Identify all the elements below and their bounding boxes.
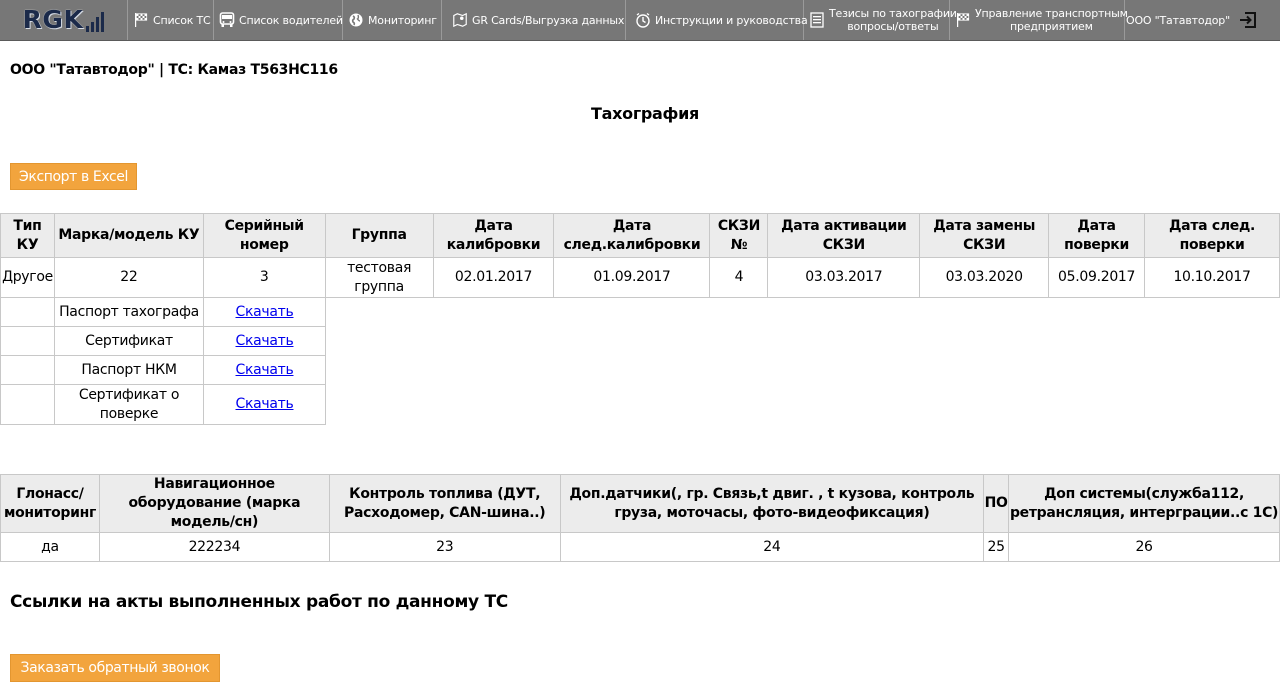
document-row xyxy=(1,327,326,356)
column-header: Навигационное оборудование (марка модель/сн) xyxy=(99,475,329,533)
flag-icon xyxy=(133,12,149,28)
column-header: Дата активации СКЗИ xyxy=(768,214,920,258)
map-pin-icon xyxy=(452,12,468,28)
table-cell: 02.01.2017 xyxy=(433,258,554,298)
company-vehicle-line: ООО "Татавтодор" | ТС: Камаз Т563НС116 xyxy=(10,62,338,78)
table-header-row xyxy=(1,475,1280,533)
document-row xyxy=(1,298,326,327)
table-cell xyxy=(1,298,55,327)
nav-item-label: Список ТС xyxy=(153,13,211,27)
nav-item-label: Список водителей xyxy=(239,13,343,27)
rgk-logo[interactable] xyxy=(0,0,128,40)
nav-item-gr-cards[interactable] xyxy=(442,0,626,40)
document-name: Паспорт тахографа xyxy=(55,298,204,327)
nav-item-label: GR Cards/Выгрузка данных xyxy=(472,13,625,27)
table-cell: 23 xyxy=(329,533,560,562)
download-link[interactable]: Скачать xyxy=(235,332,294,349)
column-header: Доп системы(служба112, ретрансляция, интерграции..с 1С) xyxy=(1009,475,1280,533)
download-link[interactable]: Скачать xyxy=(235,303,294,320)
column-header: Доп.датчики(, гр. Связь,t двиг. , t кузова, контроль груза, моточасы, фото-видеофиксация) xyxy=(560,475,984,533)
signal-bars-icon xyxy=(86,10,104,32)
globe-icon xyxy=(348,12,364,28)
column-header: Дата след.калибровки xyxy=(554,214,710,258)
table-cell: Другое xyxy=(1,258,55,298)
nav-item-vehicles[interactable] xyxy=(128,0,214,40)
table-row xyxy=(1,533,1280,562)
document-icon xyxy=(809,12,825,28)
table-cell: 4 xyxy=(710,258,768,298)
logout-icon[interactable] xyxy=(1238,10,1258,30)
download-link[interactable]: Скачать xyxy=(235,396,294,412)
nav-item-tachograph-faq[interactable] xyxy=(804,0,957,40)
table-cell: 26 xyxy=(1009,533,1280,562)
document-row xyxy=(1,385,326,425)
table-cell: 03.03.2020 xyxy=(920,258,1049,298)
nav-item-label: Мониторинг xyxy=(368,13,437,27)
nav-item-label: Инструкции и руководства xyxy=(655,13,808,27)
column-header: ПО xyxy=(984,475,1009,533)
table-cell xyxy=(204,385,326,425)
download-link[interactable]: Скачать xyxy=(235,361,294,378)
column-header: Тип КУ xyxy=(1,214,55,258)
table-cell: 10.10.2017 xyxy=(1145,258,1280,298)
column-header: Дата калибровки xyxy=(433,214,554,258)
nav-item-monitoring[interactable] xyxy=(343,0,442,40)
column-header: Глонасс/ мониторинг xyxy=(1,475,100,533)
column-header: Дата замены СКЗИ xyxy=(920,214,1049,258)
export-excel-button[interactable]: Экспорт в Excel xyxy=(10,163,137,190)
table-cell xyxy=(1,327,55,356)
column-header: Контроль топлива (ДУТ, Расходомер, CAN-шина..) xyxy=(329,475,560,533)
bus-icon xyxy=(219,12,235,28)
table-cell: 222234 xyxy=(99,533,329,562)
tachograph-table xyxy=(0,213,1280,298)
document-name: Сертификат о поверке xyxy=(55,385,204,425)
table-cell xyxy=(1,385,55,425)
request-callback-button[interactable]: Заказать обратный звонок xyxy=(10,654,220,682)
table-cell: 25 xyxy=(984,533,1009,562)
top-navbar xyxy=(0,0,1280,41)
column-header: Марка/модель КУ xyxy=(54,214,203,258)
table-cell: 24 xyxy=(560,533,984,562)
column-header: СКЗИ № xyxy=(710,214,768,258)
documents-table xyxy=(0,297,326,425)
equipment-table xyxy=(0,474,1280,562)
column-header: Серийный номер xyxy=(203,214,325,258)
table-cell: да xyxy=(1,533,100,562)
document-row xyxy=(1,356,326,385)
logo-text: RGK xyxy=(22,5,84,34)
acts-section-title: Ссылки на акты выполненных работ по данному ТС xyxy=(10,592,508,612)
nav-item-drivers[interactable] xyxy=(214,0,343,40)
table-cell: 01.09.2017 xyxy=(554,258,710,298)
document-name: Сертификат xyxy=(55,327,204,356)
user-menu xyxy=(1125,0,1258,40)
page-title: Тахография xyxy=(591,104,699,123)
table-cell xyxy=(204,356,326,385)
clock-icon xyxy=(635,12,651,28)
user-company-name: ООО "Татавтодор" xyxy=(1126,13,1230,27)
column-header: Дата поверки xyxy=(1049,214,1145,258)
table-cell: 03.03.2017 xyxy=(768,258,920,298)
document-name: Паспорт НКМ xyxy=(55,356,204,385)
table-cell xyxy=(1,356,55,385)
table-cell: 3 xyxy=(203,258,325,298)
table-cell: 05.09.2017 xyxy=(1049,258,1145,298)
nav-item-instructions[interactable] xyxy=(626,0,808,40)
table-header-row xyxy=(1,214,1280,258)
nav-item-fleet-management[interactable] xyxy=(950,0,1128,40)
nav-item-label: Управление транспортным предприятием xyxy=(975,7,1128,33)
column-header: Дата след. поверки xyxy=(1145,214,1280,258)
table-cell xyxy=(204,298,326,327)
column-header: Группа xyxy=(325,214,433,258)
table-cell xyxy=(204,327,326,356)
table-cell: тестовая группа xyxy=(325,258,433,298)
flag-icon xyxy=(955,12,971,28)
table-cell: 22 xyxy=(54,258,203,298)
nav-item-label: Тезисы по тахографии вопросы/ответы xyxy=(829,7,957,33)
table-row xyxy=(1,258,1280,298)
